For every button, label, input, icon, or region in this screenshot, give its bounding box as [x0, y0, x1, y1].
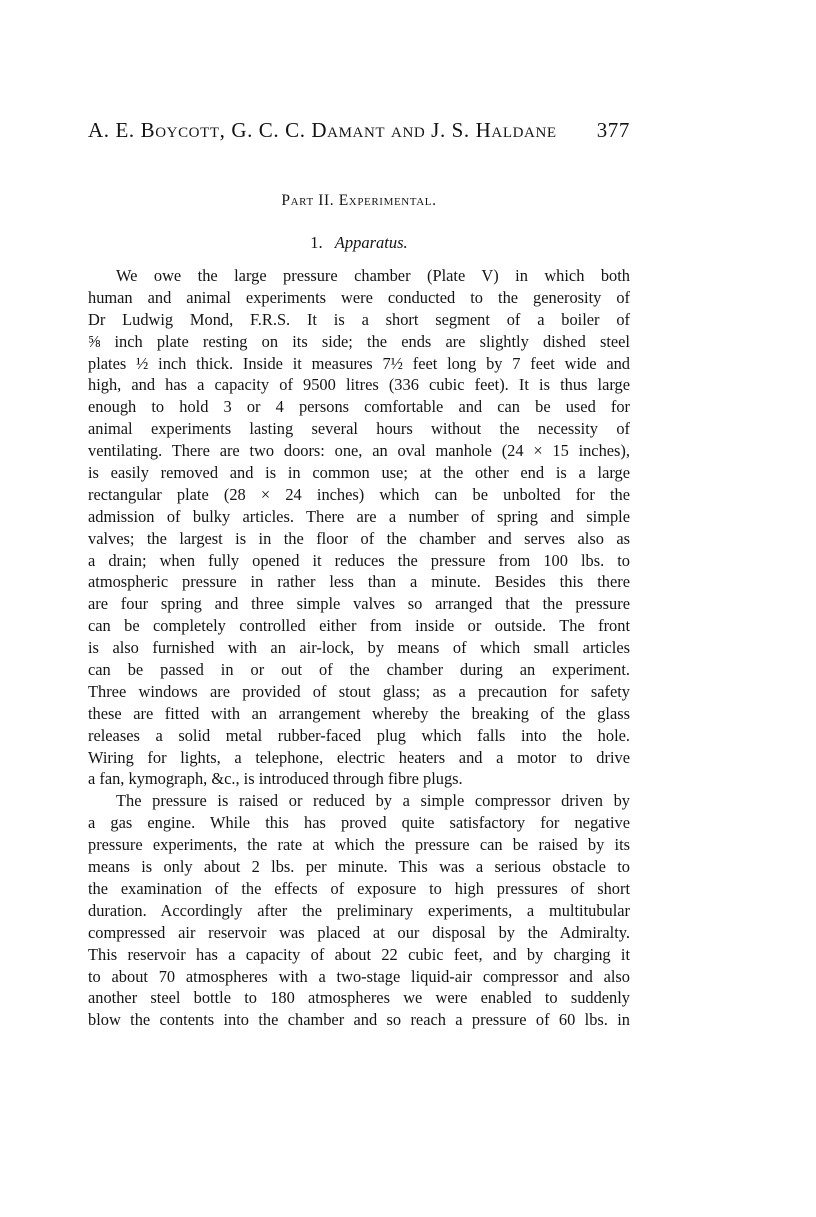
text-line: rectangular plate (28 × 24 inches) which can be unbolted for the	[88, 484, 630, 504]
running-head	[88, 118, 630, 143]
text-line: a fan, kymograph, &c., is introduced through fibre plugs.	[88, 769, 463, 789]
text-line: another steel bottle to 180 atmospheres we were enabled to suddenly	[88, 988, 630, 1008]
text-line: ventilating. There are two doors: one, an oval manhole (24 × 15 inches),	[88, 441, 630, 461]
text-line: valves; the largest is in the floor of the chamber and serves also as	[88, 528, 630, 548]
text-line: enough to hold 3 or 4 persons comfortable and can be used for	[88, 397, 630, 417]
page-number: 377	[596, 118, 630, 142]
text-line: the examination of the effects of exposure to high pressures of short	[88, 878, 630, 898]
text-line: is easily removed and is in common use; at the other end is a large	[88, 463, 630, 483]
text-line: admission of bulky articles. There are a number of spring and simple	[88, 506, 630, 526]
subsection-title: Apparatus.	[334, 233, 408, 252]
text-line: to about 70 atmospheres with a two-stage liquid-air compressor and also	[88, 966, 630, 986]
running-head-authors: A. E. Boycott, G. C. C. Damant and J. S. Haldane	[88, 118, 557, 142]
text-line: are four spring and three simple valves so arranged that the pressure	[88, 594, 630, 614]
text-line: compressed air reservoir was placed at our disposal by the Admiralty.	[88, 922, 630, 942]
text-line: The pressure is raised or reduced by a simple compressor driven by	[116, 791, 630, 811]
text-line: atmospheric pressure in rather less than a minute. Besides this there	[88, 572, 630, 592]
text-line: blow the contents into the chamber and so reach a pressure of 60 lbs. in	[88, 1010, 630, 1030]
text-line: Wiring for lights, a telephone, electric heaters and a motor to drive	[88, 747, 630, 767]
subsection-heading	[88, 233, 630, 253]
section-title: Part II. Experimental.	[281, 192, 437, 209]
text-line: animal experiments lasting several hours without the necessity of	[88, 419, 630, 439]
text-line: duration. Accordingly after the preliminary experiments, a multitubular	[88, 900, 630, 920]
text-line: ⅝ inch plate resting on its side; the ends are slightly dished steel	[88, 331, 630, 351]
text-line: a drain; when fully opened it reduces the pressure from 100 lbs. to	[88, 550, 630, 570]
body-text	[88, 265, 630, 1031]
text-line: human and animal experiments were conducted to the generosity of	[88, 287, 630, 307]
text-line: means is only about 2 lbs. per minute. This was a serious obstacle to	[88, 857, 630, 877]
text-line: Dr Ludwig Mond, F.R.S. It is a short segment of a boiler of	[88, 309, 630, 329]
text-line: can be passed in or out of the chamber during an experiment.	[88, 660, 630, 680]
text-line: This reservoir has a capacity of about 22 cubic feet, and by charging it	[88, 944, 630, 964]
text-line: these are fitted with an arrangement whereby the breaking of the glass	[88, 703, 630, 723]
text-line: Three windows are provided of stout glass; as a precaution for safety	[88, 681, 630, 701]
text-line: is also furnished with an air-lock, by means of which small articles	[88, 638, 630, 658]
text-line: releases a solid metal rubber-faced plug which falls into the hole.	[88, 725, 630, 745]
text-line: plates ½ inch thick. Inside it measures 7½ feet long by 7 feet wide and	[88, 353, 630, 373]
text-line: a gas engine. While this has proved quite satisfactory for negative	[88, 813, 630, 833]
text-line: can be completely controlled either from inside or outside. The front	[88, 616, 630, 636]
subsection-number: 1.	[310, 233, 323, 252]
text-line: pressure experiments, the rate at which the pressure can be raised by its	[88, 835, 630, 855]
text-line: We owe the large pressure chamber (Plate V) in which both	[116, 266, 630, 285]
text-line: high, and has a capacity of 9500 litres (336 cubic feet). It is thus large	[88, 375, 630, 395]
